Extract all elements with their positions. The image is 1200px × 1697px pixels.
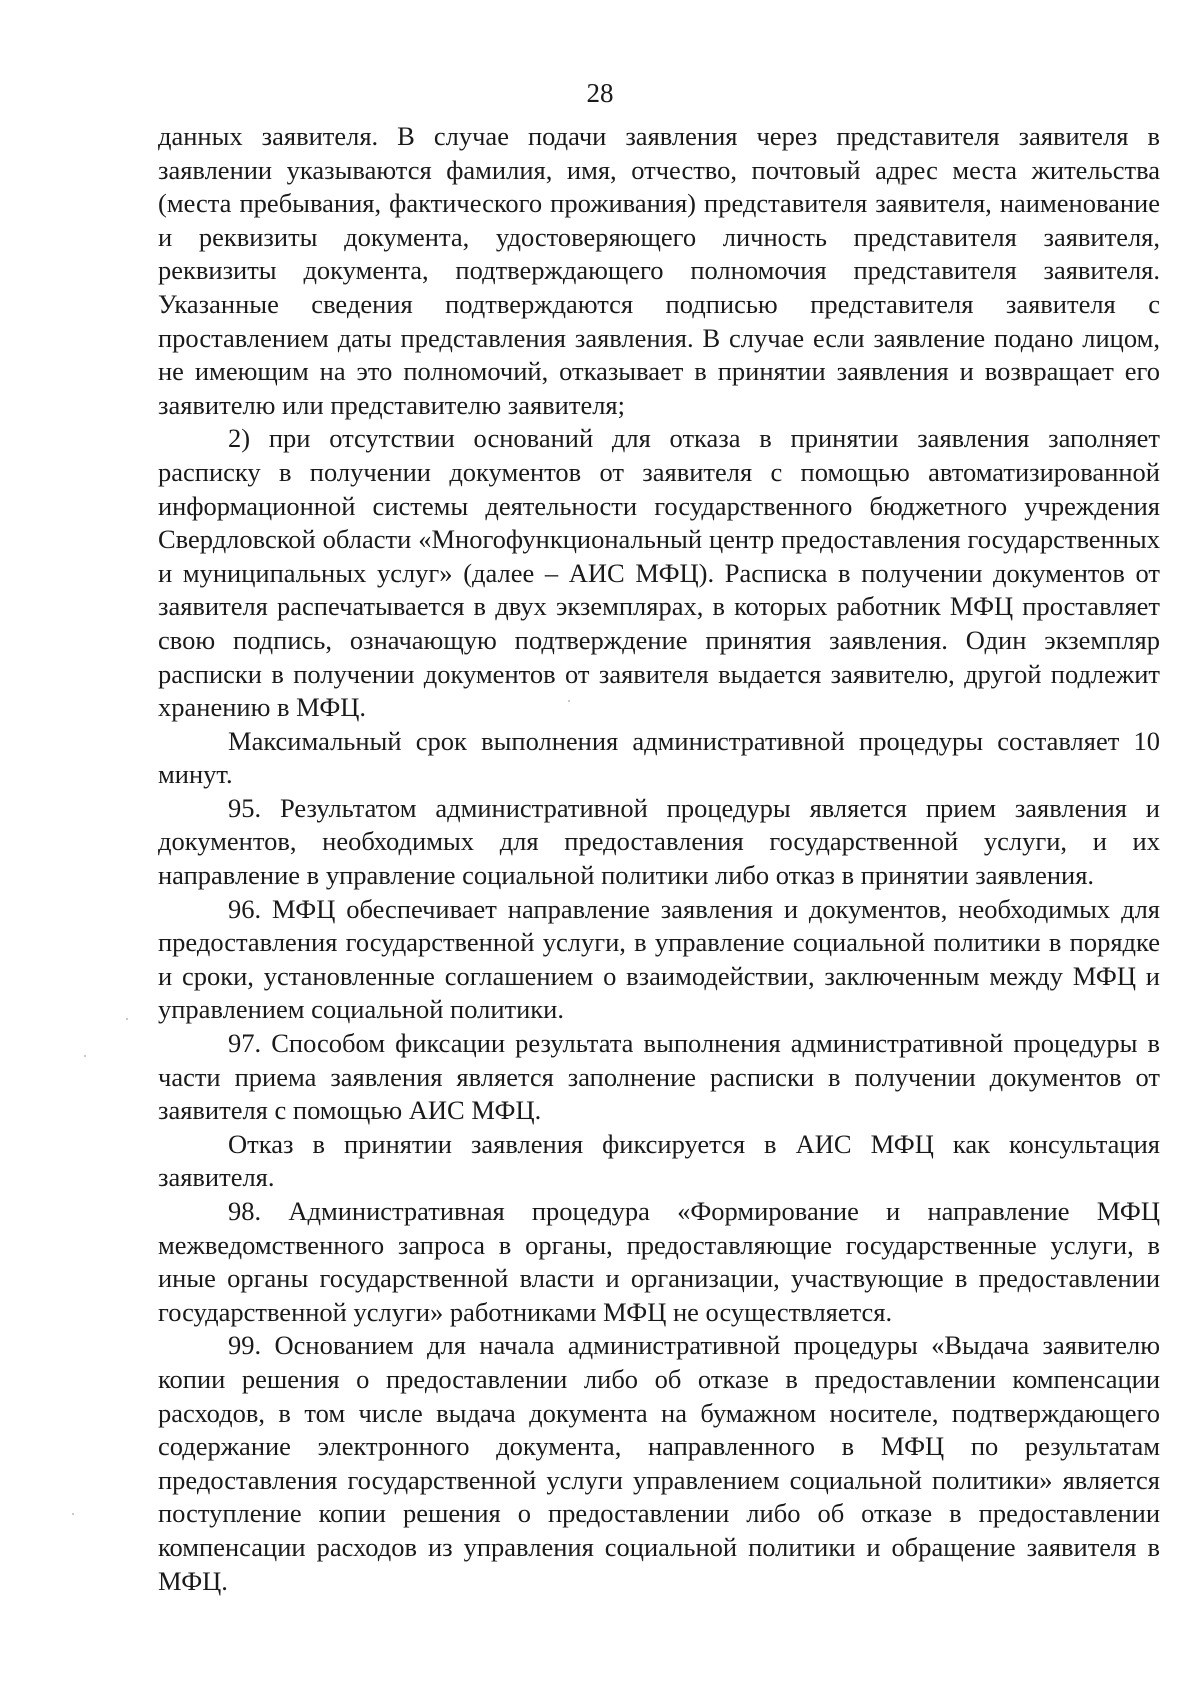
paragraph-continuation: данных заявителя. В случае подачи заявления через представителя заявителя в заявлении указываются фамилия, имя, отчество, почтовый адрес места жительства (места пребывания, фактического проживания) представителя заявителя, наименование и реквизиты документа, удостоверяющего личность представителя заявителя, реквизиты документа, подтверждающего полномочия представителя заявителя. Указанные сведения подтверждаются подписью представителя заявителя с проставлением даты представления заявления. В случае если заявление подано лицом, не имеющим на это полномочий, отказывает в принятии заявления и возвращает его заявителю или представителю заявителя; xyxy=(158,121,1160,420)
scan-speck xyxy=(126,1018,128,1020)
page-number: 28 xyxy=(586,78,614,108)
paragraph-96: 96. МФЦ обеспечивает направление заявления и документов, необходимых для предоставления государственной услуги, в управление социальной политики в порядке и сроки, установленные соглашением о взаимодействии, заключенным между МФЦ и управлением социальной политики. xyxy=(158,893,1160,1025)
scan-speck xyxy=(72,1513,74,1515)
scan-speck xyxy=(84,1055,86,1057)
document-body xyxy=(158,120,1160,1598)
paragraph-97: 97. Способом фиксации результата выполнения административной процедуры в части приема заявления является заполнение расписки в получении документов от заявителя с помощью АИС МФЦ. xyxy=(158,1028,1160,1126)
paragraph-99: 99. Основанием для начала административной процедуры «Выдача заявителю копии решения о предоставлении либо об отказе в предоставлении компенсации расходов, в том числе выдача документа на бумажном носителе, подтверждающего содержание электронного документа, направленного в МФЦ по результатам предоставления государственной услуги управлением социальной политики» является поступление копии решения о предоставлении либо об отказе в предоставлении компенсации расходов из управления социальной политики и обращение заявителя в МФЦ. xyxy=(158,1330,1160,1596)
paragraph-refusal-record: Отказ в принятии заявления фиксируется в АИС МФЦ как консультация заявителя. xyxy=(158,1128,1160,1193)
paragraph-item-2: 2) при отсутствии оснований для отказа в принятии заявления заполняет расписку в получении документов от заявителя с помощью автоматизированной информационной системы деятельности государственного бюджетного учреждения Свердловской области «Многофункциональный центр предоставления государственных и муниципальных услуг» (далее – АИС МФЦ). Расписка в получении документов от заявителя распечатывается в двух экземплярах, в которых работник МФЦ проставляет свою подпись, означающую подтверждение принятия заявления. Один экземпляр расписки в получении документов от заявителя выдается заявителю, другой подлежит хранению в МФЦ. xyxy=(158,423,1160,723)
paragraph-95: 95. Результатом административной процедуры является прием заявления и документов, необходимых для предоставления государственной услуги, и их направление в управление социальной политики либо отказ в принятии заявления. xyxy=(158,792,1160,891)
paragraph-max-duration: Максимальный срок выполнения административной процедуры составляет 10 минут. xyxy=(158,725,1160,790)
paragraph-98: 98. Административная процедура «Формирование и направление МФЦ межведомственного запроса в органы, предоставляющие государственные услуги, в иные органы государственной власти и организации, участвующие в предоставлении государственной услуги» работниками МФЦ не осуществляется. xyxy=(158,1196,1160,1327)
scan-speck xyxy=(568,700,570,702)
